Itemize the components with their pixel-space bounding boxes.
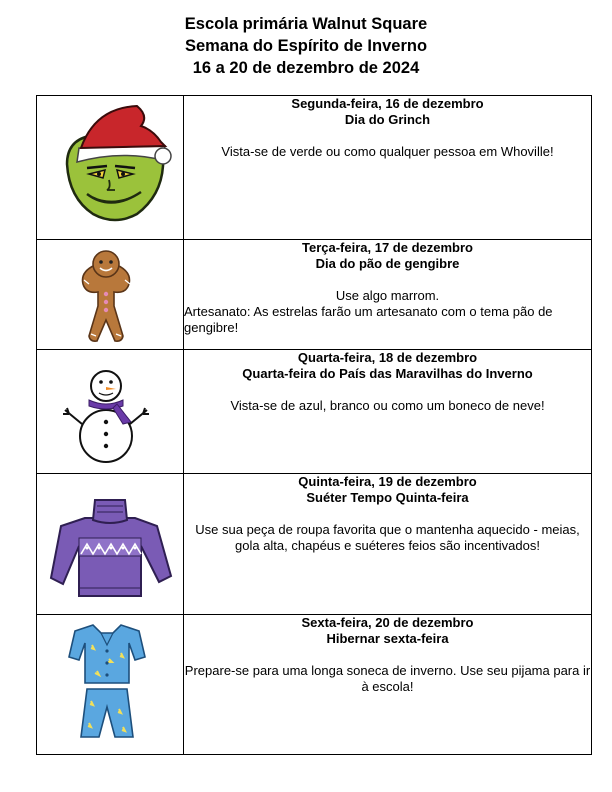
day-description: Use algo marrom. — [335, 288, 440, 303]
snowman-icon — [37, 350, 183, 474]
image-cell — [37, 474, 184, 615]
page-header — [0, 13, 612, 79]
day-date: Sexta-feira, 20 de dezembro — [301, 615, 474, 630]
day-craft-note: Artesanato: As estrelas farão um artesanato com o tema pão de gengibre! — [184, 304, 553, 335]
day-date: Quarta-feira, 18 de dezembro — [297, 350, 478, 365]
day-theme: Dia do pão de gengibre — [315, 256, 460, 271]
pajamas-icon — [37, 615, 183, 755]
image-cell — [37, 96, 184, 240]
table-row — [37, 615, 592, 755]
day-theme: Quarta-feira do País das Maravilhas do Inverno — [242, 366, 533, 381]
day-date: Segunda-feira, 16 de dezembro — [291, 96, 484, 111]
day-description: Vista-se de verde ou como qualquer pessoa em Whoville! — [221, 144, 554, 159]
day-date: Quinta-feira, 19 de dezembro — [298, 474, 477, 489]
day-cell — [184, 96, 592, 240]
table-row — [37, 96, 592, 240]
event-dates: 16 a 20 de dezembro de 2024 — [192, 59, 420, 77]
spirit-week-table — [36, 95, 592, 755]
day-cell — [184, 474, 592, 615]
day-description: Use sua peça de roupa favorita que o mantenha aquecido - meias, gola alta, chapéus e suéteres feios são incentivados! — [195, 522, 580, 553]
grinch-icon — [37, 96, 183, 240]
school-name: Escola primária Walnut Square — [184, 15, 428, 33]
image-cell — [37, 350, 184, 474]
day-description: Prepare-se para uma longa soneca de inverno. Use seu pijama para ir à escola! — [184, 663, 591, 694]
sweater-icon — [37, 474, 183, 615]
day-date: Terça-feira, 17 de dezembro — [302, 240, 473, 255]
event-title: Semana do Espírito de Inverno — [184, 37, 428, 55]
day-theme: Hibernar sexta-feira — [326, 631, 449, 646]
day-cell — [184, 615, 592, 755]
image-cell — [37, 615, 184, 755]
day-theme: Dia do Grinch — [344, 112, 431, 127]
gingerbread-icon — [37, 240, 183, 350]
day-description: Vista-se de azul, branco ou como um boneco de neve! — [230, 398, 545, 413]
table-row — [37, 474, 592, 615]
table-row — [37, 240, 592, 350]
day-cell — [184, 350, 592, 474]
day-theme: Suéter Tempo Quinta-feira — [306, 490, 469, 505]
day-cell — [184, 240, 592, 350]
image-cell — [37, 240, 184, 350]
table-row — [37, 350, 592, 474]
